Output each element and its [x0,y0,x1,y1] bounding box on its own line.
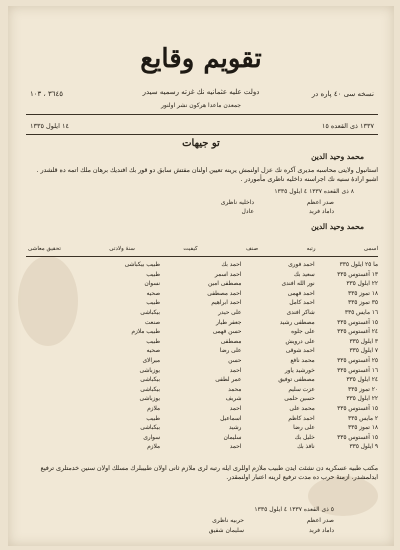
table-cell: طبيب بيكباشى [124,262,161,268]
table-cell: حسن فهمى [212,329,242,336]
dateline-left: ١٤ ايلول ١٣٣٥ [30,122,69,130]
table-cell: ١٣ آغستوس ٣٣٥ [337,271,378,278]
table-cell: طبيب [146,338,161,345]
table-cell: مصطفى رشيد [279,319,315,326]
table-col-header: صنف [246,246,259,252]
table-cell: احمد مصطفى [207,290,242,297]
masthead-tagline: جمعدن ماعدا هركون نشر اولنور [160,102,242,109]
decree1-official-4: عادل [241,208,254,215]
section-title: تو جيهات [182,138,220,149]
decree2-official-4: سليمان شفيق [208,527,244,534]
table-cell: ٢٢ ايلول ٣٣٥ [346,281,378,288]
header-rule [26,114,378,115]
issue-price: نسخه سى ٤٠ پاره در [311,90,374,98]
table-col-header: تحقيق معاشى [28,246,61,252]
table-cell: ٢ مايس ٣٣٥ [347,415,378,422]
table-cell: محمد [228,386,242,393]
table-row [28,368,378,378]
table-cell: خليل بك [294,434,315,441]
table-cell: احمد فهمى [287,290,315,297]
table-cell: اسماعيل [220,415,242,422]
decree2-footer: مكتب طبيه عسكريه دن نشئت ايدن طبيب ملازم اوللرى ايله رتبه لرى ملازم ثانى اولان طبيبلرك مسلك اولان سنين خدمتلرى ترفيع ايدلمشدر. ازمنۀ حرب ده مدت ترفيع لرينه اعتبار اولنمقدر. [40,465,378,481]
table-cell: على رضا [293,425,315,432]
table-cell: ملازم [147,444,161,451]
table-rule [26,256,378,257]
decree1-signature: محمد وحيد الدين [311,152,364,161]
table-row [28,272,378,282]
table-cell: ١٥ آغستوس ٣٣٥ [337,319,378,326]
table-cell: احمد فورى [288,262,315,268]
table-row [28,435,378,445]
table-header [28,246,378,252]
table-cell: احمد [229,405,242,412]
table-col-header: سنۀ ولادتى [109,246,135,252]
table-cell: شريف [225,396,242,403]
table-col-header: اسمى [363,246,378,252]
issue-number: ٣٦٤٥ ، ١٠٣ [30,90,64,98]
decree2-date: ٥ ذى القعده ١٣٣٧ ٤ ايلول ١٣٣٥ [254,506,334,513]
table-cell: ٩ ايلول ٣٣٥ [349,444,378,451]
table-cell: مصطفى توفيق [278,377,315,384]
table-cell: على حيدر [218,309,242,316]
decree1-body: استانبول ولايتى محاسبه مديرى آكره نك عزل اولنمش يرينه تعيين اولنان مفتش سابق دو قور بك افنديك برهان ملك اتمه ده قلشدر . اشبو ارادۀ سنيه نك اجراسنه داخليه ناظرى مأموردر . [36,167,378,183]
table-row [28,406,378,416]
table-cell: ميرالاى [142,357,161,364]
table-cell: ١٥ آغستوس ٣٣٥ [337,434,378,441]
table-cell: ٢٠ تموز ٣٣٥ [347,386,378,393]
table-cell: سوارى [143,434,161,441]
table-cell: حسن [228,357,242,364]
table-cell: طبيب [146,415,161,422]
table-cell: بيكباشى [140,386,161,393]
table-col-header: كيفيت [183,246,198,252]
table-cell: على رضا [219,348,242,355]
table-cell: حسين حلمى [284,396,315,403]
table-row [28,262,378,272]
table-cell: سليمان [223,434,242,441]
table-cell: بيكباشى [140,425,161,432]
table-cell: خورشيد ياور [284,367,315,374]
table-cell: ١٨ تموز ٣٣٥ [347,425,378,432]
table-cell: بيكباشى [140,377,161,384]
table-cell: صحيه [146,290,161,297]
table-cell: مصطفى امين [207,281,242,288]
table-row [28,377,378,387]
table-cell: محمد على [289,405,315,412]
table-cell: احمد [229,367,242,374]
decree2-signature: محمد وحيد الدين [311,222,364,231]
decree1-date: ٨ ذى القعده ١٣٣٧ ٤ ايلول ١٣٣٥ [274,188,354,195]
table-row [28,358,378,368]
table-cell: نسوان [144,281,161,288]
table-cell: ٢٤ ايلول ٣٣٥ [346,377,378,384]
table-cell: طبيب [146,300,161,307]
decree1-official-3: داماد فريد [309,208,334,215]
table-row [28,425,378,435]
table-row [28,396,378,406]
table-cell: مصطفى [220,338,242,345]
table-cell: عزت سليم [288,386,315,393]
newspaper-page [8,6,394,546]
decree2-official-3: داماد فريد [309,527,334,534]
decree2-official-1: صدر اعظم [306,517,334,524]
table-row [28,310,378,320]
table-row [28,416,378,426]
table-row [28,444,378,454]
table-cell: ما ٢٥ ايلول ٣٣٥ [339,262,378,268]
table-cell: شاكر افندى [286,309,315,316]
date-rule [26,134,378,135]
table-cell: على درويش [285,338,315,345]
table-row [28,348,378,358]
table-cell: ٢٥ آغستوس ٣٣٥ [337,357,378,364]
table-cell: احمد بك [221,262,242,268]
table-cell: احمد ابراهيم [211,300,242,307]
decree2-official-2: حربيه ناظرى [212,517,244,524]
table-cell: ١٦ مايس ٣٣٥ [344,309,378,316]
table-row [28,387,378,397]
table-cell: يوزباشى [139,367,161,374]
table-col-header: رتبه [306,246,316,252]
table-row [28,300,378,310]
table-row [28,320,378,330]
table-cell: ٢٢ ايلول ٣٣٥ [346,396,378,403]
table-cell: احمد [229,444,242,451]
table-cell: طبيب [146,271,161,278]
table-cell: جعفر طيار [216,319,242,326]
officer-table [28,262,378,454]
table-cell: ٣ ايلول ٣٣٥ [349,338,378,345]
decree1-official-1: صدر اعظم [306,199,334,206]
table-cell: ١٨ تموز ٣٣٥ [347,290,378,297]
table-cell: على جلوه [291,329,315,336]
table-cell: يوزباشى [139,396,161,403]
table-cell: بيكباشى [140,309,161,316]
table-cell: احمد كامل [289,300,315,307]
masthead-title: تقويم وقايع [140,44,262,74]
table-row [28,339,378,349]
table-cell: عمر لطفى [215,377,242,384]
table-cell: نور الله افندى [281,281,315,288]
table-row [28,281,378,291]
table-cell: ١٥ آغستوس ٣٣٥ [337,405,378,412]
table-cell: محمد نافع [290,357,315,364]
table-cell: ٣٥ تموز ٣٣٥ [347,300,378,307]
table-cell: نافذ بك [297,444,315,451]
table-cell: رشيد [228,425,242,432]
table-cell: ٢٤ آغستوس ٣٣٥ [337,329,378,336]
table-row [28,291,378,301]
table-cell: احمد شوقى [285,348,315,355]
dateline-right: ١٣٣٧ ذى القعده ١٥ [321,122,374,130]
table-cell: ٧ ايلول ٣٣٥ [349,348,378,355]
table-cell: ١٦ آغستوس ٣٣٥ [337,367,378,374]
table-row [28,329,378,339]
masthead-subtitle: دولت عليه عثمانيه نك غزته رسميه سيدر [142,88,260,96]
table-cell: سعيد بك [293,271,315,278]
table-cell: احمد كاظم [288,415,315,422]
decree1-official-2: داخليه ناظرى [220,199,254,206]
table-cell: ملازم [147,405,161,412]
table-cell: صنعت [144,319,161,326]
table-cell: صحيه [146,348,161,355]
table-cell: طبيب ملازم [131,329,161,336]
table-cell: احمد اسمر [214,271,242,278]
